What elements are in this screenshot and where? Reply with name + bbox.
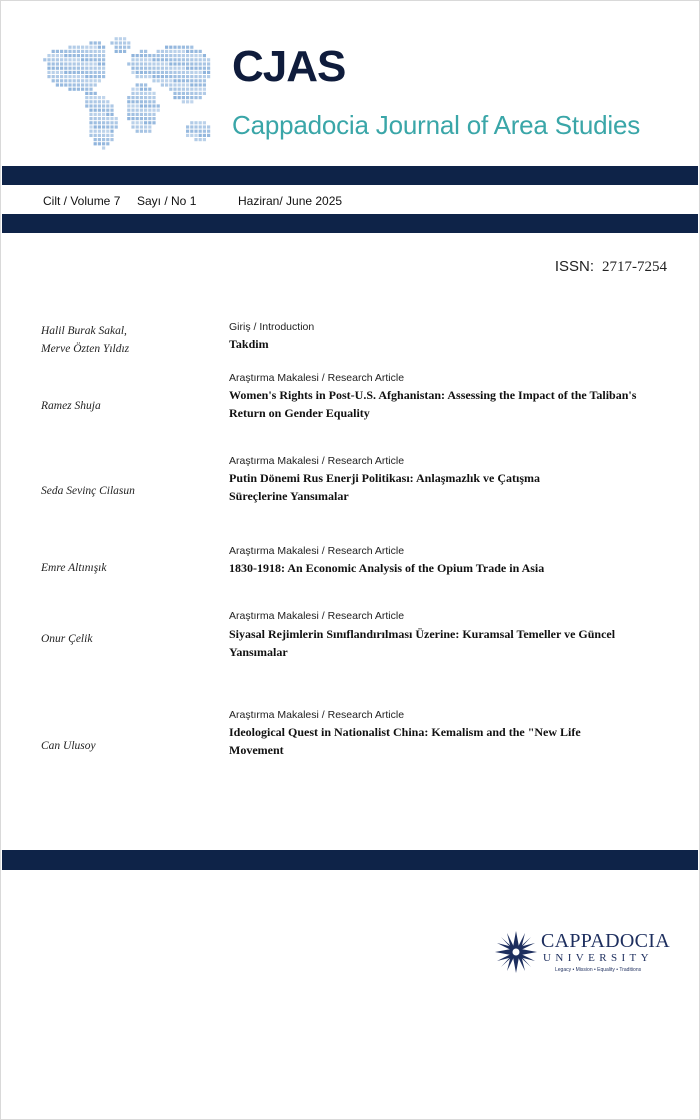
bottom-navy-band	[2, 850, 698, 870]
number-label: Sayı / No 1	[137, 194, 197, 208]
toc-article-type: Araştırma Makalesi / Research Article	[229, 455, 405, 467]
toc-author: Halil Burak Sakal, Merve Özten Yıldız	[41, 325, 130, 355]
toc-article-title[interactable]: Takdim	[229, 337, 269, 351]
toc-author: Seda Sevinç Cilasun	[41, 485, 135, 497]
toc-article-title[interactable]: Ideological Quest in Nationalist China: Kemalism and the "New Life Movement	[229, 725, 581, 757]
issn-label: ISSN:	[554, 258, 594, 275]
toc-author: Can Ulusoy	[41, 740, 96, 752]
toc-article-type: Araştırma Makalesi / Research Article	[229, 709, 405, 721]
toc-article-title[interactable]: Women's Rights in Post-U.S. Afghanistan: Assessing the Impact of the Taliban's Return on Gender Equality	[229, 388, 637, 420]
volume-label: Cilt / Volume 7	[43, 194, 121, 208]
toc-article-title[interactable]: Siyasal Rejimlerin Sınıflandırılması Üzerine: Kuramsal Temeller ve Güncel Yansımalar	[229, 627, 616, 659]
issn-number: 2717-7254	[602, 259, 667, 275]
date-label: Haziran/ June 2025	[238, 194, 343, 208]
university-word: UNIVERSITY	[543, 952, 653, 964]
toc-article-title[interactable]: 1830-1918: An Economic Analysis of the Opium Trade in Asia	[229, 561, 545, 575]
university-logo	[493, 929, 673, 977]
toc-article-type: Araştırma Makalesi / Research Article	[229, 545, 405, 557]
issn	[555, 258, 667, 276]
journal-abbreviation: CJAS	[232, 42, 346, 91]
top-navy-band	[2, 166, 698, 185]
sunburst-emblem-icon	[493, 929, 539, 975]
toc-author: Ramez Shuja	[41, 400, 101, 412]
second-navy-band	[2, 214, 698, 233]
journal-full-name: Cappadocia Journal of Area Studies	[232, 110, 641, 140]
toc-author: Onur Çelik	[41, 633, 93, 645]
toc-article-type: Araştırma Makalesi / Research Article	[229, 610, 405, 622]
university-tagline: Legacy • Mission • Equality • Traditions	[555, 967, 642, 973]
toc-article-title[interactable]: Putin Dönemi Rus Enerji Politikası: Anlaşmazlık ve Çatışma Süreçlerine Yansımalar	[229, 471, 541, 503]
toc-article-type: Araştırma Makalesi / Research Article	[229, 372, 405, 384]
toc-author: Emre Altınışık	[41, 562, 107, 574]
world-map-logo-icon	[37, 31, 217, 161]
toc-article-type: Giriş / Introduction	[229, 321, 315, 333]
university-name: CAPPADOCIA	[541, 930, 670, 952]
